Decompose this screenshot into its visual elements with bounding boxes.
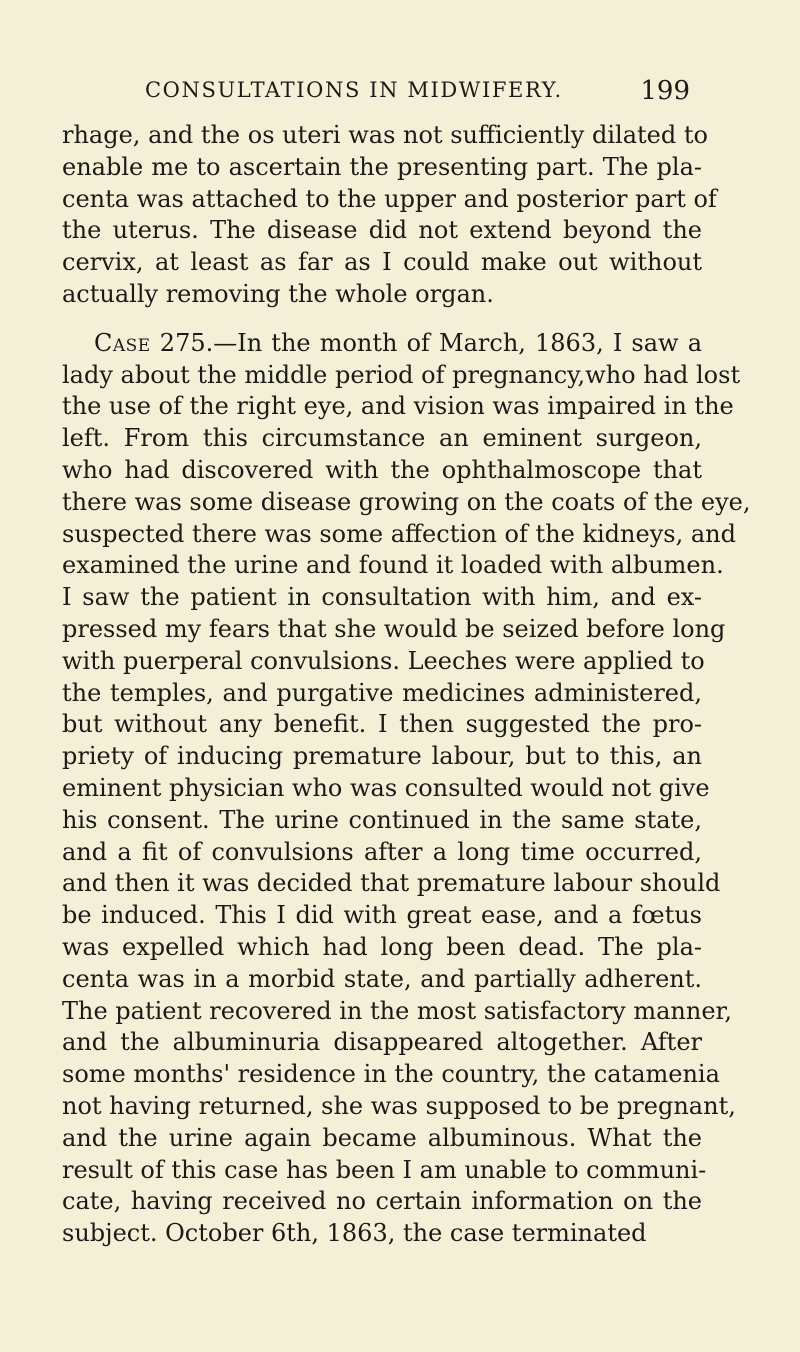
text-line: his consent. The urine continued in the same state, bbox=[62, 805, 702, 834]
text-line: be induced. This I did with great ease, and a fœtus bbox=[62, 901, 702, 930]
text-line: suspected there was some affection of the kidneys, and bbox=[62, 519, 736, 548]
text-line: was expelled which had long been dead. The pla- bbox=[62, 932, 702, 961]
running-title: CONSULTATIONS IN MIDWIFERY. bbox=[145, 78, 563, 102]
text-line: with puerperal convulsions. Leeches were applied to bbox=[62, 646, 705, 675]
text-line: some months' residence in the country, the catamenia bbox=[62, 1060, 720, 1089]
text-line: the uterus. The disease did not extend beyond the bbox=[62, 216, 702, 245]
text-line: cervix, at least as far as I could make out without bbox=[62, 248, 702, 277]
page-number: 199 bbox=[640, 76, 690, 106]
text-line: centa was in a morbid state, and partially adherent. bbox=[62, 964, 702, 993]
text-line: who had discovered with the ophthalmoscope that bbox=[62, 455, 702, 484]
text-line: actually removing the whole organ. bbox=[62, 279, 494, 308]
text-line: pressed my fears that she would be seized before long bbox=[62, 614, 726, 643]
text-line: the temples, and purgative medicines administered, bbox=[62, 678, 702, 707]
case-heading-line bbox=[62, 328, 702, 360]
text-line: and a fit of convulsions after a long time occurred, bbox=[62, 837, 702, 866]
text-line: and the albuminuria disappeared altogether. After bbox=[62, 1028, 702, 1057]
text-line: and then it was decided that premature labour should bbox=[62, 869, 721, 898]
text-line: eminent physician who was consulted would not give bbox=[62, 773, 710, 802]
text-line: the use of the right eye, and vision was impaired in the bbox=[62, 392, 734, 421]
running-header bbox=[145, 76, 690, 110]
text-line: cate, having received no certain information on the bbox=[62, 1187, 702, 1216]
text-line: subject. October 6th, 1863, the case terminated bbox=[62, 1219, 647, 1248]
text-line: there was some disease growing on the coats of the eye, bbox=[62, 487, 751, 516]
text-line: centa was attached to the upper and posterior part of bbox=[62, 184, 717, 213]
text-line: rhage, and the os uteri was not sufficiently dilated to bbox=[62, 121, 708, 149]
text-line: but without any benefit. I then suggested the pro- bbox=[62, 710, 702, 739]
text-line: The patient recovered in the most satisfactory manner, bbox=[62, 996, 733, 1025]
text-line: enable me to ascertain the presenting part. The pla- bbox=[62, 152, 702, 181]
text-line: priety of inducing premature labour, but to this, an bbox=[62, 742, 702, 771]
text-line: I saw the patient in consultation with him, and ex- bbox=[62, 583, 702, 612]
case-label: Case bbox=[94, 328, 151, 357]
text-line: not having returned, she was supposed to be pregnant, bbox=[62, 1091, 736, 1120]
text-line: result of this case has been I am unable to communi- bbox=[62, 1155, 707, 1184]
paragraph-spacer bbox=[62, 311, 702, 328]
paragraph-continued bbox=[62, 120, 717, 311]
case-heading-rest: 275.—In the month of March, 1863, I saw a bbox=[150, 328, 702, 357]
text-line: and the urine again became albuminous. What the bbox=[62, 1123, 702, 1152]
body-text bbox=[62, 120, 751, 1250]
text-line: left. From this circumstance an eminent surgeon, bbox=[62, 424, 702, 453]
paragraph-case-275 bbox=[62, 328, 751, 1250]
text-line: examined the urine and found it loaded with albumen. bbox=[62, 551, 724, 580]
text-line: lady about the middle period of pregnancy,who had lost bbox=[62, 360, 741, 389]
